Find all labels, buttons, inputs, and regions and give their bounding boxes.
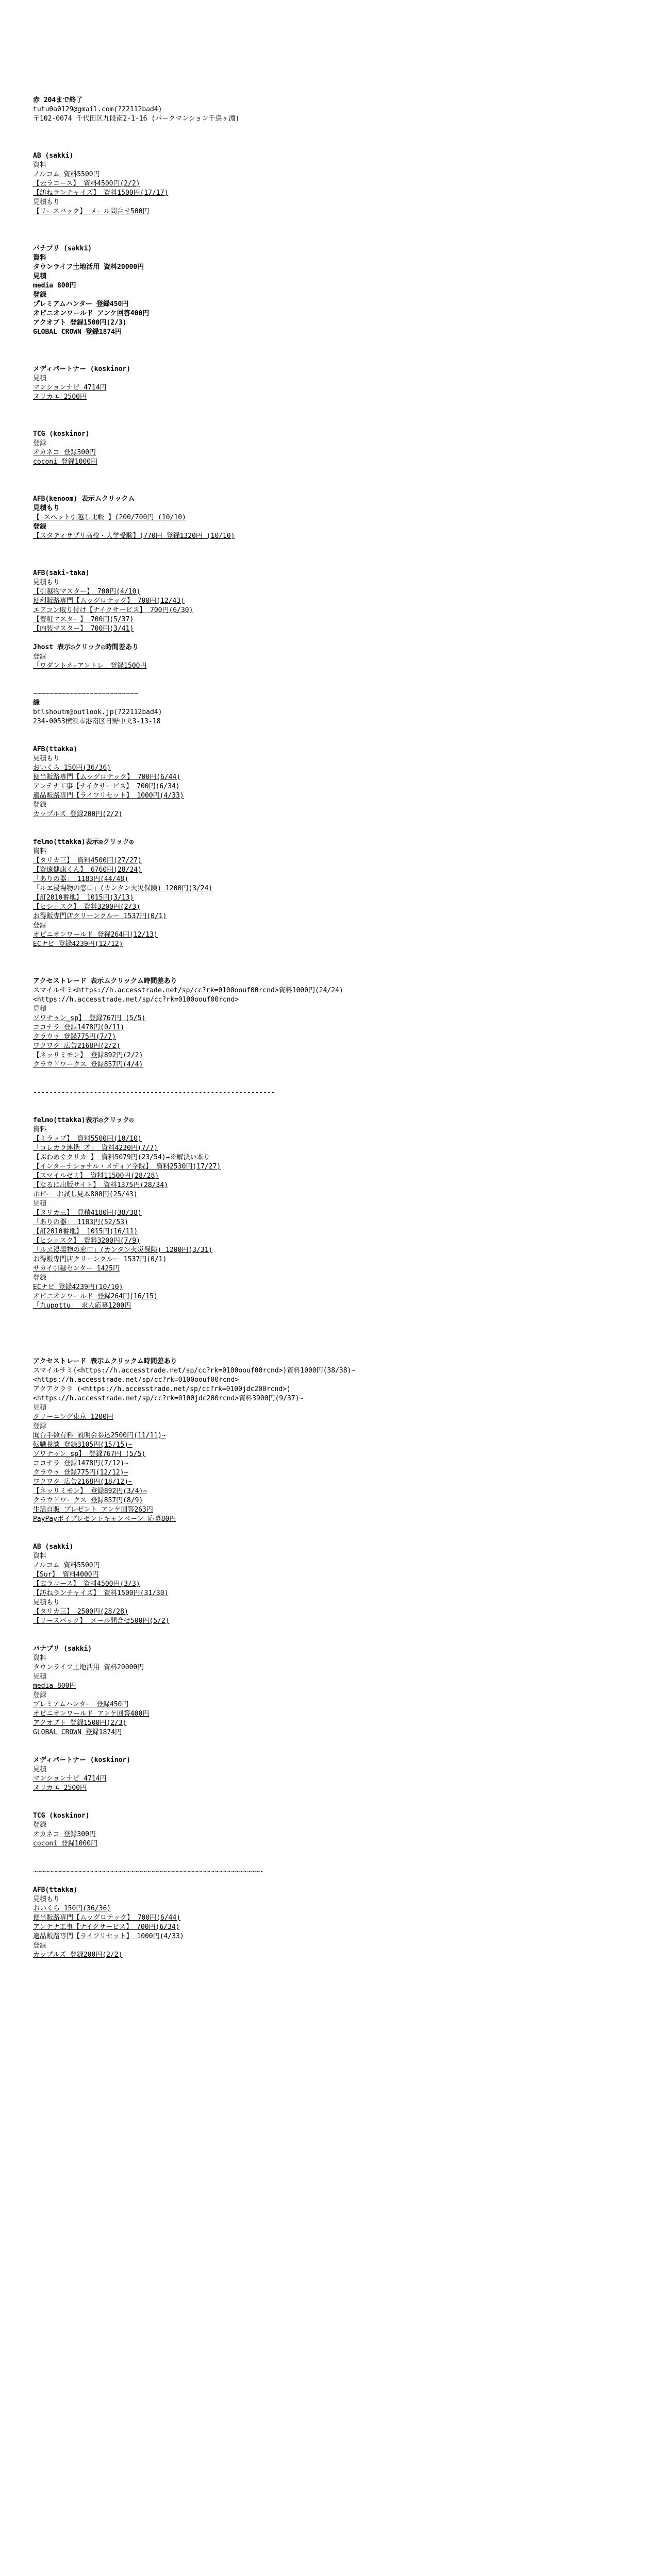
offer-line: エアコン取り付け【ナイクサービス】 700円(6/30) [33,606,193,614]
section-heading: AB (sakki) [33,152,74,160]
offer-line: 【資遠健康くん】 6760円(28/24) [33,866,142,874]
text-line [33,226,641,235]
offer-line: 「ルヱ浸場物の窓口」(カンタン火災保険) 1200円(3/24) [33,885,213,892]
offer-line: ヌリカエ 2500円 [33,393,87,401]
text-line: 資料 [33,1126,47,1133]
offer-line: ECナビ 登録4239円(12/12) [33,940,123,948]
section-heading: TCG (koskinor) [33,430,90,438]
text-line: <https://h.accesstrade.net/sp/cc?rk=0100jdc200rcnd>資料3900円(9/37)~ [33,1395,304,1402]
offer-line: 【ヒシュスク】 資料3200円(7/9) [33,1237,141,1245]
offer-line: 「コレカラ連携 才」 資料4230円(7/7) [33,1144,158,1152]
text-line [33,1524,641,1533]
text-line [33,541,641,550]
section-heading: メディパートナー (koskinor) [33,365,131,373]
offer-line: 適品販路専門【ライフリセット】 1000円(4/33) [33,792,184,800]
text-line [33,736,641,745]
offer-line: 【訪ねランチャイズ】 資料1500円(31/30) [33,1589,169,1597]
offer-line: 【去ラコース】 資料4500円(3/3) [33,1580,140,1588]
offer-line: アンテナ工事【ナイクサービス】 700円(6/34) [33,783,180,790]
text-line [33,726,641,736]
offer-line: クラウドワークス 登録857円(8/9) [33,1497,143,1504]
text-line [33,671,641,680]
section-heading: 登録 [33,523,47,531]
text-line: 見積もり [33,1895,60,1903]
text-line: 見積もり [33,755,60,762]
section-heading: アクセストレード 表示ムクリックム時間差あり [33,977,177,985]
offer-line: 【リースバック】 メール問合せ500円(5/2) [33,1617,170,1625]
document-body [33,96,641,1960]
offer-line: オピニオンワールド 登録264円(16/15) [33,1293,158,1300]
offer-line: 【内装マスター】 700円(3/41) [33,625,134,633]
text-line: <https://h.accesstrade.net/sp/cc?rk=0100oouf00rcnd> [33,996,239,1004]
offer-line: 便利販路専門【ムッグロテック】 700円(12/43) [33,597,185,605]
offer-line: 【ネッリミモン】 登録892円(2/2) [33,1052,143,1059]
offer-line: 【リースバック】 メール問合せ500円 [33,208,150,215]
text-line: アクアクララ (<https://h.accesstrade.net/sp/cc?rk=0100jdc200rcnd>) [33,1385,291,1393]
text-line: 資料 [33,161,47,169]
text-line [33,968,641,977]
section-heading: アクオブト 登録1500円(2/3) [33,319,127,327]
text-line [33,1737,641,1747]
offer-line: 【Sur】 資料4000円 [33,1571,99,1579]
section-heading: 緑 [33,699,40,707]
offer-line: 便当販路専門【ムッグロテック】 700円(6/44) [33,773,181,781]
offer-line: 【 スペット引越し比較 】(200/700円 (10/10) [33,514,186,521]
text-line [33,560,641,569]
offer-line: タウンライフ土地活用 資料20000円 [33,1664,144,1671]
text-line [33,485,641,495]
section-heading: Jhost 表示◎クリック◎時間差あり [33,643,139,651]
offer-line: ココナラ 登録1478円(0/11) [33,1024,125,1031]
offer-line: 聞台手数有料 説明会参込2500円(11/11)~ [33,1432,166,1439]
text-line [33,1070,641,1079]
text-line [33,142,641,151]
text-line: 〒102-0074 千代田区九段南2-1-16 (パークマンション千鳥ヶ淵) [33,115,240,123]
offer-line: ECナビ 登録4239円(10/10) [33,1283,123,1291]
text-line: スマイルサミ<https://h.accesstrade.net/sp/cc?rk=0100oouf00rcnd>資料1000円(24/24) [33,987,343,994]
offer-line: 「ルヱ浸場物の窓口」(カンタン火災保険) 1200円(3/31) [33,1246,213,1254]
offer-line: 「ありの器」 1183円(44/48) [33,875,128,883]
text-line: ------------------------------------------------------------ [33,1089,275,1096]
offer-line: 【タリカ三】 見積4180円(38/38) [33,1209,142,1217]
text-line [33,550,641,560]
text-line: 見積もり [33,579,60,586]
text-line: 234-0053横浜市港南区日野中央3-13-18 [33,718,161,725]
text-line [33,1626,641,1635]
section-heading: タウンライフ土地活用 資料20000円 [33,263,144,271]
offer-line: 【ぶわめぐクリカ 】 資料5079円(23/54)→※解決い本り [33,1154,210,1161]
offer-line: 【ヒシュスク】 資料3200円(2/3) [33,903,141,911]
text-line [33,1802,641,1811]
offer-line: プレミアムハンター 登録450円 [33,1701,129,1708]
offer-line: 【引越物マスター】 700円(4/10) [33,588,141,596]
offer-line: ポピー お試し見本800円(25/43) [33,1191,138,1198]
section-heading: 資料 [33,254,47,262]
text-line [33,828,641,838]
offer-line: 適品販路専門【ライフリセット】 1000円(4/33) [33,1933,184,1940]
section-heading: 赤 204まで終了 [33,96,83,104]
text-line: 見積 [33,1766,47,1773]
text-line [33,958,641,968]
offer-line: ワクワク 広告2168円(2/2) [33,1042,121,1050]
offer-line: 転職長談 登録3105円(15/15)~ [33,1441,133,1449]
offer-line: ココナラ 登録1478円(7/12)~ [33,1460,128,1467]
text-line [33,1320,641,1329]
offer-line: ソワナゥン_sp】 登録767円 (5/5) [33,1450,146,1458]
offer-line: 【タリカ三】 資料4500円(27/27) [33,857,142,865]
offer-line: 【インターナショナル・メディア学院】 資料2530円(17/27) [33,1163,221,1171]
offer-line: ソワナゥン_sp】 登録767円 (5/5) [33,1014,146,1022]
text-line [33,819,641,828]
offer-line: coconi 登録1000円 [33,1840,98,1848]
text-line: 見積 [33,1200,47,1208]
offer-line: オカネコ 登録300円 [33,1831,96,1838]
text-line [33,1097,641,1107]
text-line: 登録 [33,801,47,809]
offer-line: coconi 登録1000円 [33,458,98,466]
text-line: ~~~~~~~~~~~~~~~~~~~~~~~~~~~~~~~~~~~~~~~~~~~~~~~~~~~~~~~~~ [33,1868,263,1875]
text-line [33,1348,641,1357]
offer-line: ノルコム 資料5500円 [33,1562,100,1569]
text-line: btlshoutm@outlook.jp(?22112bad4) [33,708,162,716]
offer-line: おいくら 150円(36/36) [33,1905,111,1912]
section-heading: 登録 [33,291,47,299]
text-line [33,1635,641,1645]
text-line [33,467,641,476]
offer-line: 【訂2010番地】 1015円(3/13) [33,894,134,902]
offer-line: 【スタディサプリ高校・大学受験】(770円 登録1320円 (10/10) [33,532,235,540]
offer-line: 「ワダントネ☆アントレ」登録1500円 [33,662,147,670]
offer-line: 【訪ねランチャイズ】 資料1500円(17/17) [33,189,169,197]
section-heading: 見積もり [33,504,60,512]
offer-line: クラウゥ 登録775円(12/12)~ [33,1469,128,1477]
offer-line: サカイ引越センター 1425円 [33,1265,120,1273]
section-heading: アクセストレード 表示ムクリックム時間差あり [33,1358,177,1365]
text-line: スマイルサミ(<https://h.accesstrade.net/sp/cc?rk=0100oouf00rcnd>)資料1000円(38/38)~ [33,1367,356,1375]
text-line: 登録 [33,1422,47,1430]
section-heading: GLOBAL CROWN 登録1874円 [33,328,122,336]
section-heading: felmo(ttakka)表示◎クリック◎ [33,1116,134,1124]
text-line: 見積 [33,375,47,382]
offer-line: オカネコ 登録300円 [33,449,96,456]
text-line: ~~~~~~~~~~~~~~~~~~~~~~~~~~ [33,690,138,698]
text-line: 見積もり [33,1599,60,1606]
offer-line: おいくら 150円(36/36) [33,764,111,772]
offer-line: GLOBAL CROWN 登録1874円 [33,1728,122,1736]
section-heading: felmo(ttakka)表示◎クリック◎ [33,838,134,846]
text-line: 見積 [33,1005,47,1013]
text-line: 資料 [33,848,47,855]
text-line [33,476,641,485]
offer-line: マンションナビ 4714円 [33,384,107,392]
text-line [33,1107,641,1116]
offer-line: 【スマイルゼミ】 資料11500円(28/28) [33,1172,159,1180]
section-heading: AB (sakki) [33,1543,74,1551]
section-heading: メディパートナー (koskinor) [33,1756,131,1764]
offer-line: 「ありの器」 1183円(52/53) [33,1218,128,1226]
offer-line: クリーニング東京 1200円 [33,1413,113,1421]
offer-line: 【タリカ三】 2500円(28/28) [33,1608,128,1616]
section-heading: TCG (koskinor) [33,1812,90,1820]
section-heading: 見積 [33,273,47,280]
offer-line: お得販専門店クリーンクルー 1537円(0/1) [33,1256,167,1263]
offer-line: 便当販路専門【ムッグロテック】 700円(6/44) [33,1914,181,1922]
section-heading: プレミアムハンター 登録450円 [33,300,129,308]
text-line: 登録 [33,1942,47,1950]
text-line [33,1079,641,1088]
offer-line: カップルズ 登録200円(2/2) [33,810,123,818]
offer-line: クラウドワークス 登録857円(4/4) [33,1061,143,1069]
offer-line: クラウゥ 登録775円(7/7) [33,1033,116,1041]
section-heading: AFB(saki-taka) [33,569,90,577]
offer-line: お得販専門店クリーンクルー 1537円(0/1) [33,912,167,920]
text-line: 登録 [33,922,47,929]
text-line [33,1793,641,1802]
text-line [33,355,641,365]
text-line: 資料 [33,1654,47,1662]
text-line: 見積 [33,1404,47,1412]
offer-line: マンションナビ 4714円 [33,1775,107,1783]
text-line [33,680,641,689]
offer-line: アクオブト 登録1500円(2/3) [33,1719,127,1727]
text-line [33,1858,641,1867]
offer-line: 【なるに出版サイト】 資料1375円(28/34) [33,1181,169,1189]
text-line: 登録 [33,439,47,447]
text-line [33,1338,641,1348]
text-line [33,216,641,226]
section-heading: パナプリ (sakki) [33,1645,92,1653]
section-heading: media 800円 [33,282,76,290]
text-line [33,346,641,355]
section-heading: AFB(ttakka) [33,745,78,753]
section-heading: AFB(kenoom) 表示ムクリックム [33,495,135,503]
offer-line: アンテナ工事【ナイクサービス】 700円(6/34) [33,1923,180,1931]
offer-line: カップルズ 登録200円(2/2) [33,1951,123,1959]
offer-line: 【ネッリミモン】 登録892円(3/4)~ [33,1487,147,1495]
offer-line: 【ミラップ】 資料5500円(10/10) [33,1135,142,1143]
text-line: 登録 [33,1274,47,1282]
text-line: 登録 [33,1821,47,1829]
text-line: 見積もり [33,198,60,206]
text-line: 登録 [33,1691,47,1699]
offer-line: PayPayポイプレゼントキャンペーン 応募80円 [33,1515,176,1523]
offer-line: 【去ラコース】 資料4500円(2/2) [33,180,140,188]
text-line: 見積 [33,1673,47,1681]
offer-line: オピニオンワールド アンケ回答400円 [33,1710,150,1718]
text-line [33,235,641,244]
text-line [33,949,641,958]
text-line [33,337,641,346]
text-line [33,1533,641,1543]
offer-line: ワクワク 広告2168円(18/12)~ [33,1478,133,1486]
offer-line: オピニオンワールド 登録264円(12/13) [33,931,158,939]
text-line [33,1747,641,1756]
text-line [33,634,641,643]
text-line: <https://h.accesstrade.net/sp/cc?rk=0100oouf00rcnd> [33,1376,239,1384]
text-line [33,402,641,411]
offer-line: 【着粧マスター】 700円(5/37) [33,616,134,623]
section-heading: AFB(ttakka) [33,1886,78,1894]
text-line [33,124,641,133]
text-line [33,1849,641,1858]
text-line: 資料 [33,1552,47,1560]
text-line [33,133,641,142]
text-line: 登録 [33,653,47,660]
text-line: tutu0a0129@gmail.com(?22112bad4) [33,106,162,113]
section-heading: オピニオンワールド アンケ回答400円 [33,310,150,317]
text-line [33,1876,641,1886]
text-line [33,1311,641,1320]
offer-line: 【訂2010番地】 1015円(16/11) [33,1228,138,1235]
section-heading: パナプリ (sakki) [33,245,92,252]
offer-line: media 800円 [33,1682,76,1690]
offer-line: ヌリカエ 2500円 [33,1784,87,1792]
offer-line: 生活自販 プレゼント アンケ回答263円 [33,1506,153,1514]
text-line [33,420,641,430]
offer-line: 「九upottu」 求人応募1200円 [33,1302,131,1310]
text-line [33,411,641,420]
offer-line: ノルコム 資料5500円 [33,171,100,178]
text-line [33,1329,641,1338]
